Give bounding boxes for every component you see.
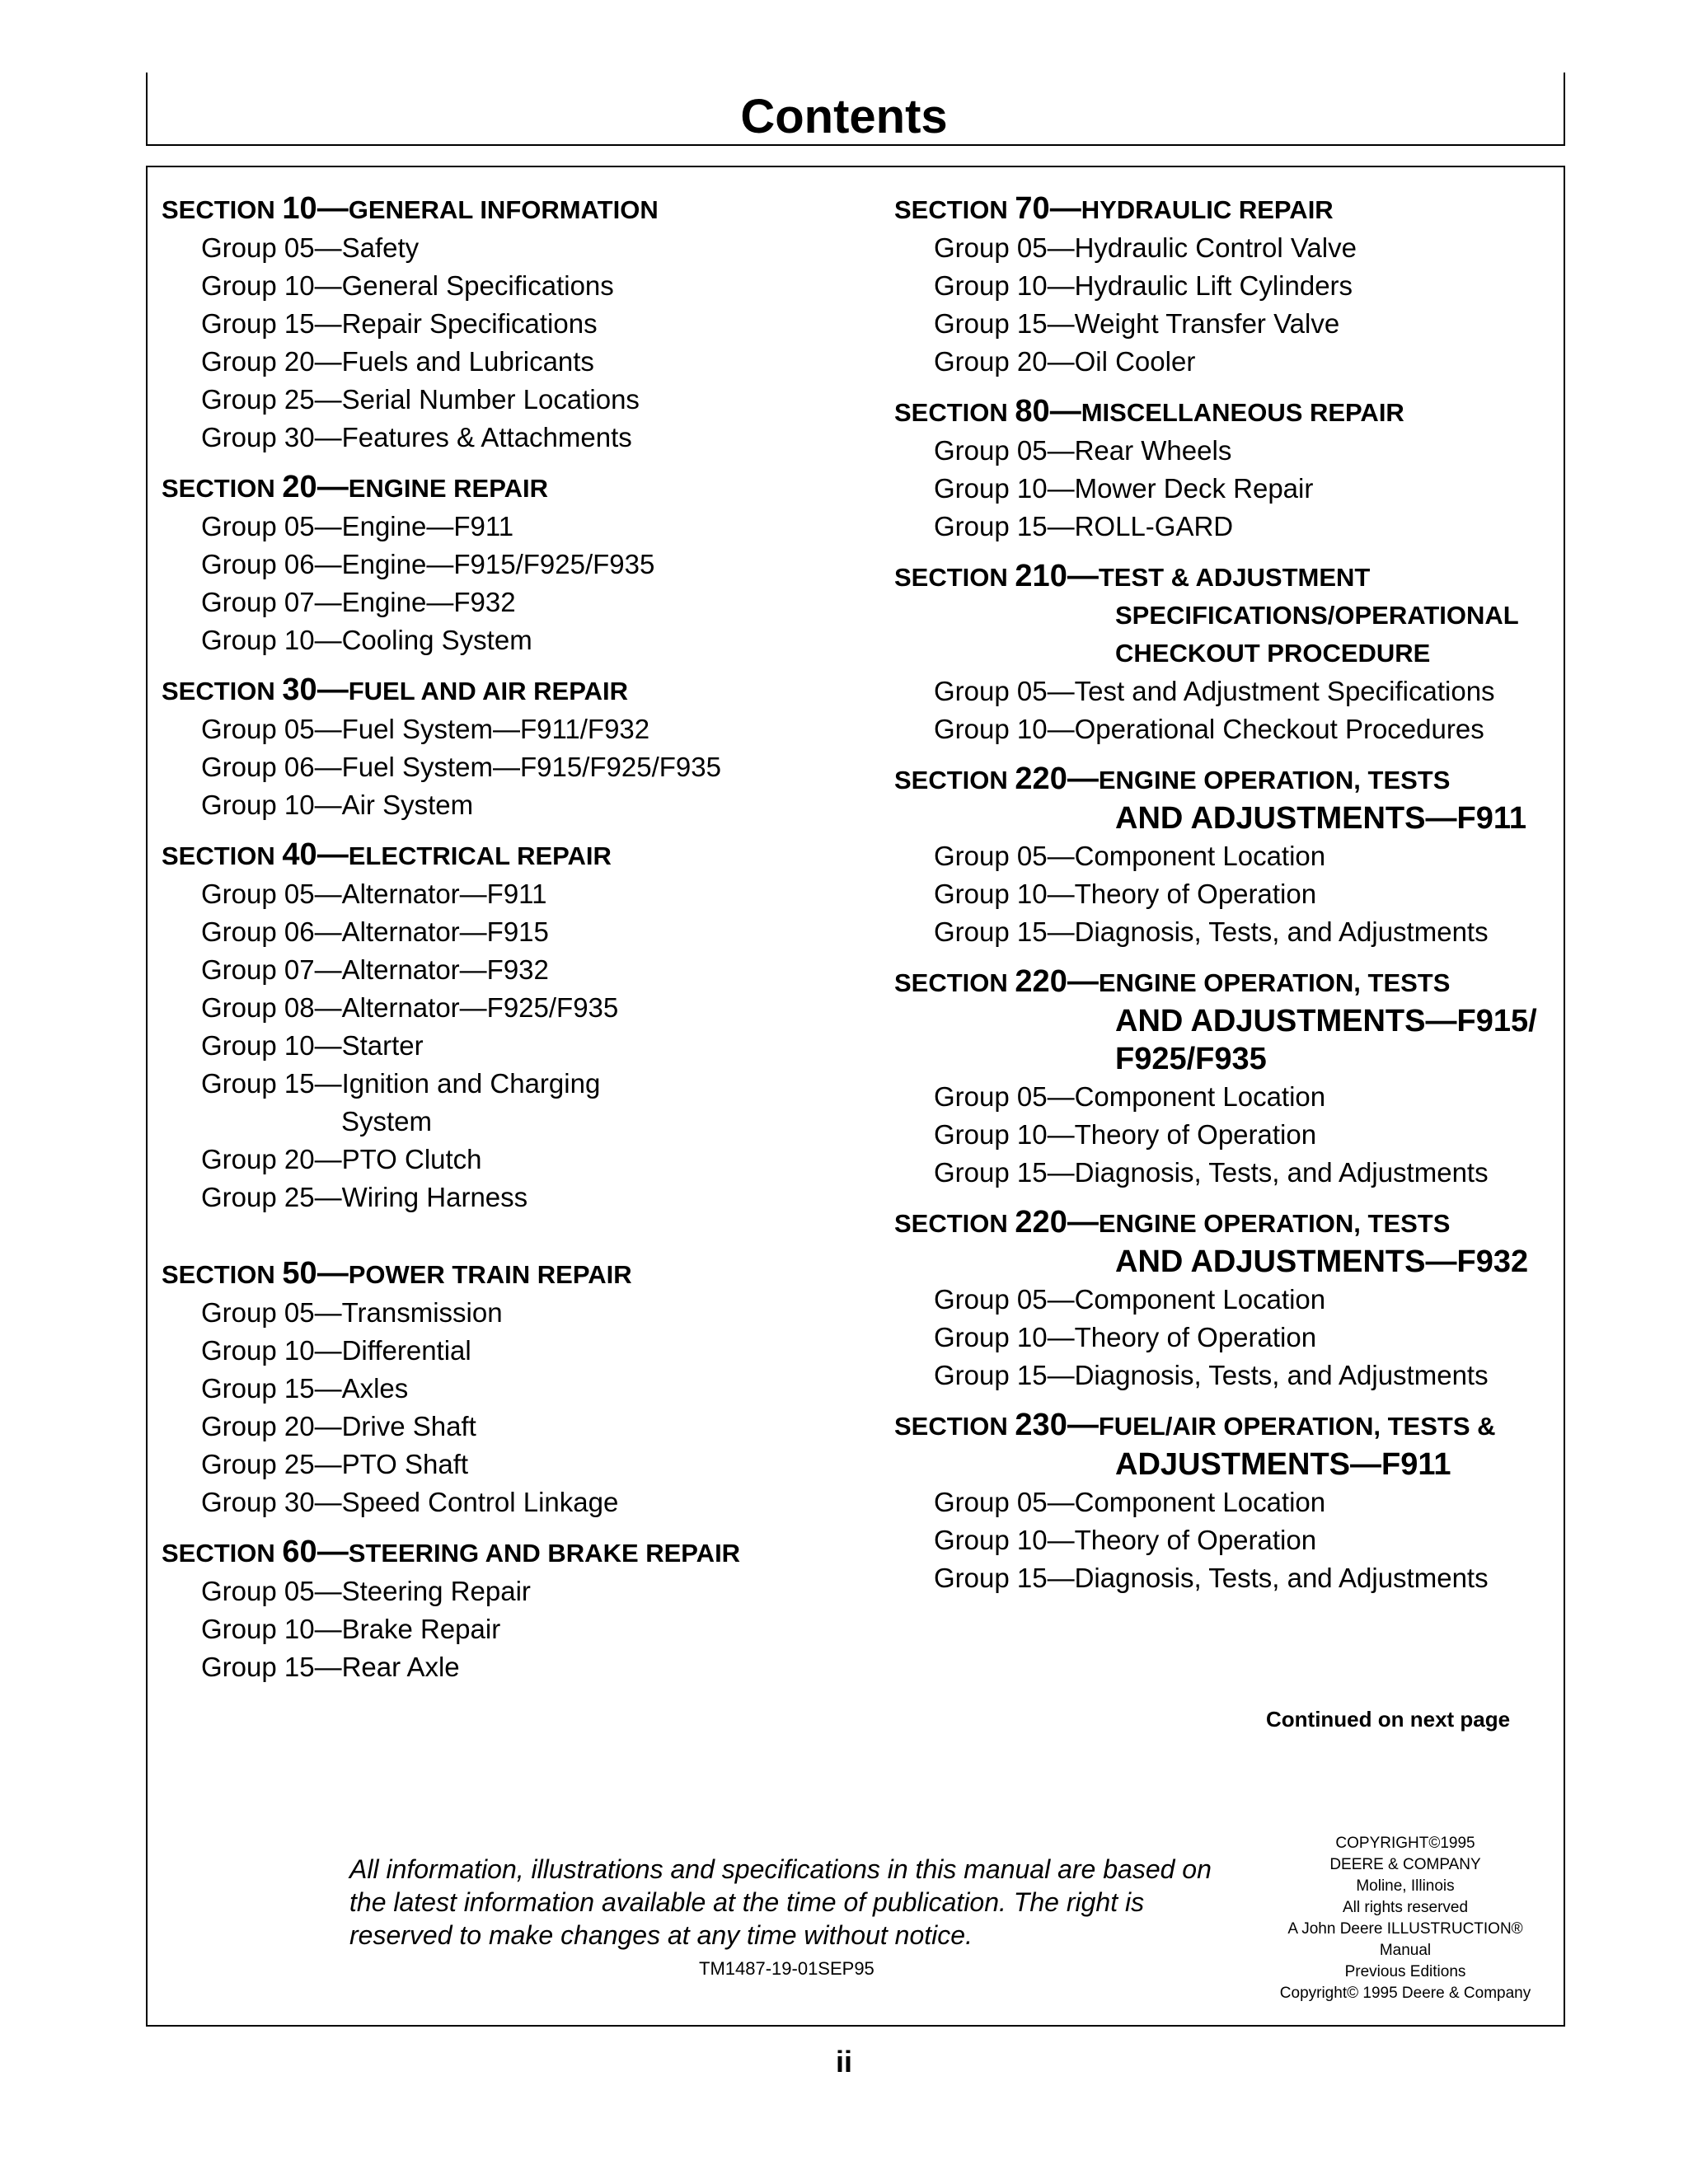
section-heading <box>894 392 1554 432</box>
toc-group-entry: Group 05—Safety <box>201 232 420 263</box>
section-title: TEST & ADJUSTMENT <box>1098 563 1371 592</box>
section-word: SECTION <box>894 968 1008 997</box>
toc-section <box>894 760 1554 951</box>
toc-group-entry: Group 05—Transmission <box>201 1297 503 1328</box>
toc-group-entry <box>162 1103 870 1141</box>
copyright-line: COPYRIGHT©1995 <box>1335 1835 1475 1852</box>
section-heading <box>894 1406 1554 1446</box>
section-title-continued: SPECIFICATIONS/OPERATIONAL <box>1115 601 1519 630</box>
section-number: 220 <box>1015 964 1067 999</box>
right-column <box>894 190 1554 1609</box>
section-number: 10 <box>282 191 317 226</box>
section-number: 20 <box>282 470 317 504</box>
section-title: GENERAL INFORMATION <box>348 195 659 224</box>
page-number: ii <box>835 2045 852 2079</box>
copyright-line: Copyright© 1995 Deere & Company <box>1279 1985 1531 2002</box>
toc-group-entry: Group 15—Diagnosis, Tests, and Adjustments <box>934 1563 1489 1593</box>
toc-group-entry: Group 05—Alternator—F911 <box>201 879 547 909</box>
section-word: SECTION <box>894 398 1008 427</box>
toc-section <box>162 1533 870 1686</box>
section-number: 210 <box>1015 559 1067 593</box>
section-word: SECTION <box>162 1260 275 1289</box>
section-title-continued: F925/F935 <box>1115 1042 1267 1076</box>
section-title: ENGINE REPAIR <box>348 474 548 503</box>
toc-group-entry: Group 20—Oil Cooler <box>934 346 1196 377</box>
toc-group-entry: Group 10—Starter <box>201 1030 424 1061</box>
toc-group-entry: Group 05—Fuel System—F911/F932 <box>201 714 650 744</box>
toc-group-entry: Group 05—Component Location <box>934 841 1326 871</box>
section-dash: — <box>1049 394 1081 429</box>
toc-group-entry: Group 08—Alternator—F925/F935 <box>201 992 619 1023</box>
copyright-line: Moline, Illinois <box>1356 1877 1455 1895</box>
section-dash: — <box>316 1256 349 1291</box>
toc-group-entry: Group 15—Diagnosis, Tests, and Adjustments <box>934 1157 1489 1188</box>
section-word: SECTION <box>894 1209 1008 1238</box>
toc-section <box>894 963 1554 1192</box>
toc-group-entry: Group 25—PTO Shaft <box>201 1449 469 1479</box>
section-word: SECTION <box>894 1412 1008 1441</box>
toc-section <box>894 557 1554 748</box>
section-number: 40 <box>282 837 317 872</box>
toc-group-entry: Group 10—Cooling System <box>201 625 532 655</box>
toc-group-entry: Group 10—Theory of Operation <box>934 879 1317 909</box>
section-dash: — <box>316 1535 349 1569</box>
toc-group-entry: Group 20—PTO Clutch <box>201 1144 482 1174</box>
toc-group-entry: Group 07—Engine—F932 <box>201 587 516 617</box>
copyright-line: DEERE & COMPANY <box>1329 1856 1481 1873</box>
section-dash: — <box>1049 191 1081 226</box>
continued-note: Continued on next page <box>1266 1707 1511 1732</box>
section-heading <box>894 1203 1554 1243</box>
section-word: SECTION <box>162 841 275 870</box>
section-heading <box>162 671 870 710</box>
section-dash: — <box>316 673 349 707</box>
toc-section <box>894 1406 1554 1597</box>
section-heading <box>894 190 1554 229</box>
section-word: SECTION <box>162 677 275 705</box>
section-word: SECTION <box>894 195 1008 224</box>
toc-group-entry: Group 10—Operational Checkout Procedures <box>934 714 1484 744</box>
toc-group-entry: Group 05—Component Location <box>934 1284 1326 1315</box>
toc-group-entry: Group 15—Axles <box>201 1373 409 1404</box>
section-title-continued: ADJUSTMENTS—F911 <box>1115 1447 1451 1482</box>
toc-group-entry: Group 20—Drive Shaft <box>201 1411 476 1441</box>
copyright-line: All rights reserved <box>1342 1899 1469 1916</box>
toc-group-entry: Group 10—Theory of Operation <box>934 1322 1317 1352</box>
section-title: MISCELLANEOUS REPAIR <box>1081 398 1404 427</box>
toc-group-entry: Group 05—Hydraulic Control Valve <box>934 232 1357 263</box>
section-title: ELECTRICAL REPAIR <box>348 841 612 870</box>
toc-section <box>162 836 870 1216</box>
section-title-continued: AND ADJUSTMENTS—F915/ <box>1115 1004 1537 1038</box>
section-number: 70 <box>1015 191 1050 226</box>
section-heading <box>162 1254 870 1294</box>
section-dash: — <box>1067 1408 1099 1442</box>
section-number: 220 <box>1015 762 1067 796</box>
section-dash: — <box>316 191 349 226</box>
toc-group-entry: Group 06—Fuel System—F915/F925/F935 <box>201 752 721 782</box>
toc-group-entry: Group 10—Brake Repair <box>201 1614 501 1644</box>
section-number: 30 <box>282 673 317 707</box>
toc-section <box>894 392 1554 546</box>
toc-group-entry: Group 05—Rear Wheels <box>934 435 1232 466</box>
toc-group-entry: Group 15—Rear Axle <box>201 1652 460 1682</box>
toc-section <box>894 190 1554 381</box>
section-title: ENGINE OPERATION, TESTS <box>1098 1209 1451 1238</box>
section-title-continued: CHECKOUT PROCEDURE <box>1115 639 1431 668</box>
toc-group-entry: Group 15—Ignition and Charging <box>201 1068 601 1099</box>
toc-group-entry: Group 05—Component Location <box>934 1081 1326 1112</box>
toc-group-entry: Group 05—Test and Adjustment Specifications <box>934 676 1495 706</box>
toc-group-entry: Group 30—Features & Attachments <box>201 422 632 452</box>
section-title-continued: AND ADJUSTMENTS—F932 <box>1115 1244 1529 1279</box>
section-heading <box>894 963 1554 1002</box>
section-number: 220 <box>1015 1205 1067 1240</box>
section-heading <box>162 1533 870 1572</box>
section-title: HYDRAULIC REPAIR <box>1081 195 1334 224</box>
toc-group-entry: Group 10—Hydraulic Lift Cylinders <box>934 270 1353 301</box>
toc-group-entry: Group 10—Air System <box>201 790 474 820</box>
section-title: STEERING AND BRAKE REPAIR <box>348 1539 741 1568</box>
section-dash: — <box>1067 762 1099 796</box>
toc-group-entry: Group 25—Wiring Harness <box>201 1182 528 1212</box>
toc-group-entry: Group 10—Differential <box>201 1335 471 1366</box>
toc-group-entry: Group 15—Diagnosis, Tests, and Adjustments <box>934 1360 1489 1390</box>
toc-group-entry: Group 15—Diagnosis, Tests, and Adjustments <box>934 916 1489 947</box>
section-title: ENGINE OPERATION, TESTS <box>1098 968 1451 997</box>
copyright-block <box>1261 1833 1550 2004</box>
left-column <box>162 190 870 1698</box>
toc-group-entry: Group 15—ROLL-GARD <box>934 511 1234 541</box>
toc-group-entry: Group 05—Component Location <box>934 1487 1326 1517</box>
document-code: TM1487-19-01SEP95 <box>699 1958 874 1979</box>
page-title: Contents <box>740 90 948 143</box>
section-heading <box>162 836 870 875</box>
toc-group-entry: Group 10—Theory of Operation <box>934 1119 1317 1150</box>
toc-group-entry: Group 06—Engine—F915/F925/F935 <box>201 549 655 579</box>
section-word: SECTION <box>894 563 1008 592</box>
section-dash: — <box>316 470 349 504</box>
section-number: 50 <box>282 1256 317 1291</box>
section-dash: — <box>1067 559 1099 593</box>
toc-group-entry: Group 07—Alternator—F932 <box>201 954 549 985</box>
toc-group-entry: Group 10—Mower Deck Repair <box>934 473 1314 504</box>
section-number: 230 <box>1015 1408 1067 1442</box>
section-heading <box>894 557 1554 597</box>
toc-section <box>894 1203 1554 1394</box>
toc-group-entry: Group 10—General Specifications <box>201 270 614 301</box>
section-title: FUEL AND AIR REPAIR <box>348 677 628 705</box>
section-title-continued: AND ADJUSTMENTS—F911 <box>1115 801 1527 836</box>
section-number: 80 <box>1015 394 1050 429</box>
section-heading <box>162 190 870 229</box>
toc-group-entry: Group 20—Fuels and Lubricants <box>201 346 594 377</box>
toc-group-entry: Group 30—Speed Control Linkage <box>201 1487 619 1517</box>
toc-group-entry: Group 05—Steering Repair <box>201 1576 531 1606</box>
toc-section <box>162 468 870 659</box>
toc-section <box>162 671 870 824</box>
toc-group-entry: Group 06—Alternator—F915 <box>201 916 549 947</box>
section-title: ENGINE OPERATION, TESTS <box>1098 766 1451 794</box>
section-dash: — <box>316 837 349 872</box>
copyright-line: Manual <box>1379 1942 1432 1959</box>
section-word: SECTION <box>162 474 275 503</box>
section-title: POWER TRAIN REPAIR <box>348 1260 632 1289</box>
section-heading <box>162 468 870 508</box>
toc-group-entry: Group 15—Repair Specifications <box>201 308 598 339</box>
toc-group-entry: Group 25—Serial Number Locations <box>201 384 640 415</box>
disclaimer: All information, illustrations and specifications in this manual are based on the latest information available at the time of publication. The right is reserved to make changes at any time without notice. <box>349 1854 1212 1950</box>
toc-section <box>162 1254 870 1521</box>
toc-group-entry: Group 05—Engine—F911 <box>201 511 514 541</box>
toc-group-entry: Group 10—Theory of Operation <box>934 1525 1317 1555</box>
section-dash: — <box>1067 964 1099 999</box>
section-heading <box>894 760 1554 799</box>
section-word: SECTION <box>162 195 275 224</box>
section-word: SECTION <box>162 1539 275 1568</box>
toc-section <box>162 190 870 457</box>
copyright-line: A John Deere ILLUSTRUCTION® <box>1287 1920 1523 1938</box>
section-title: FUEL/AIR OPERATION, TESTS & <box>1098 1412 1496 1441</box>
section-dash: — <box>1067 1205 1099 1240</box>
toc-group-entry: Group 15—Weight Transfer Valve <box>934 308 1340 339</box>
copyright-line: Previous Editions <box>1344 1963 1466 1980</box>
section-word: SECTION <box>894 766 1008 794</box>
toc-group-continued: System <box>341 1106 433 1137</box>
section-number: 60 <box>282 1535 317 1569</box>
